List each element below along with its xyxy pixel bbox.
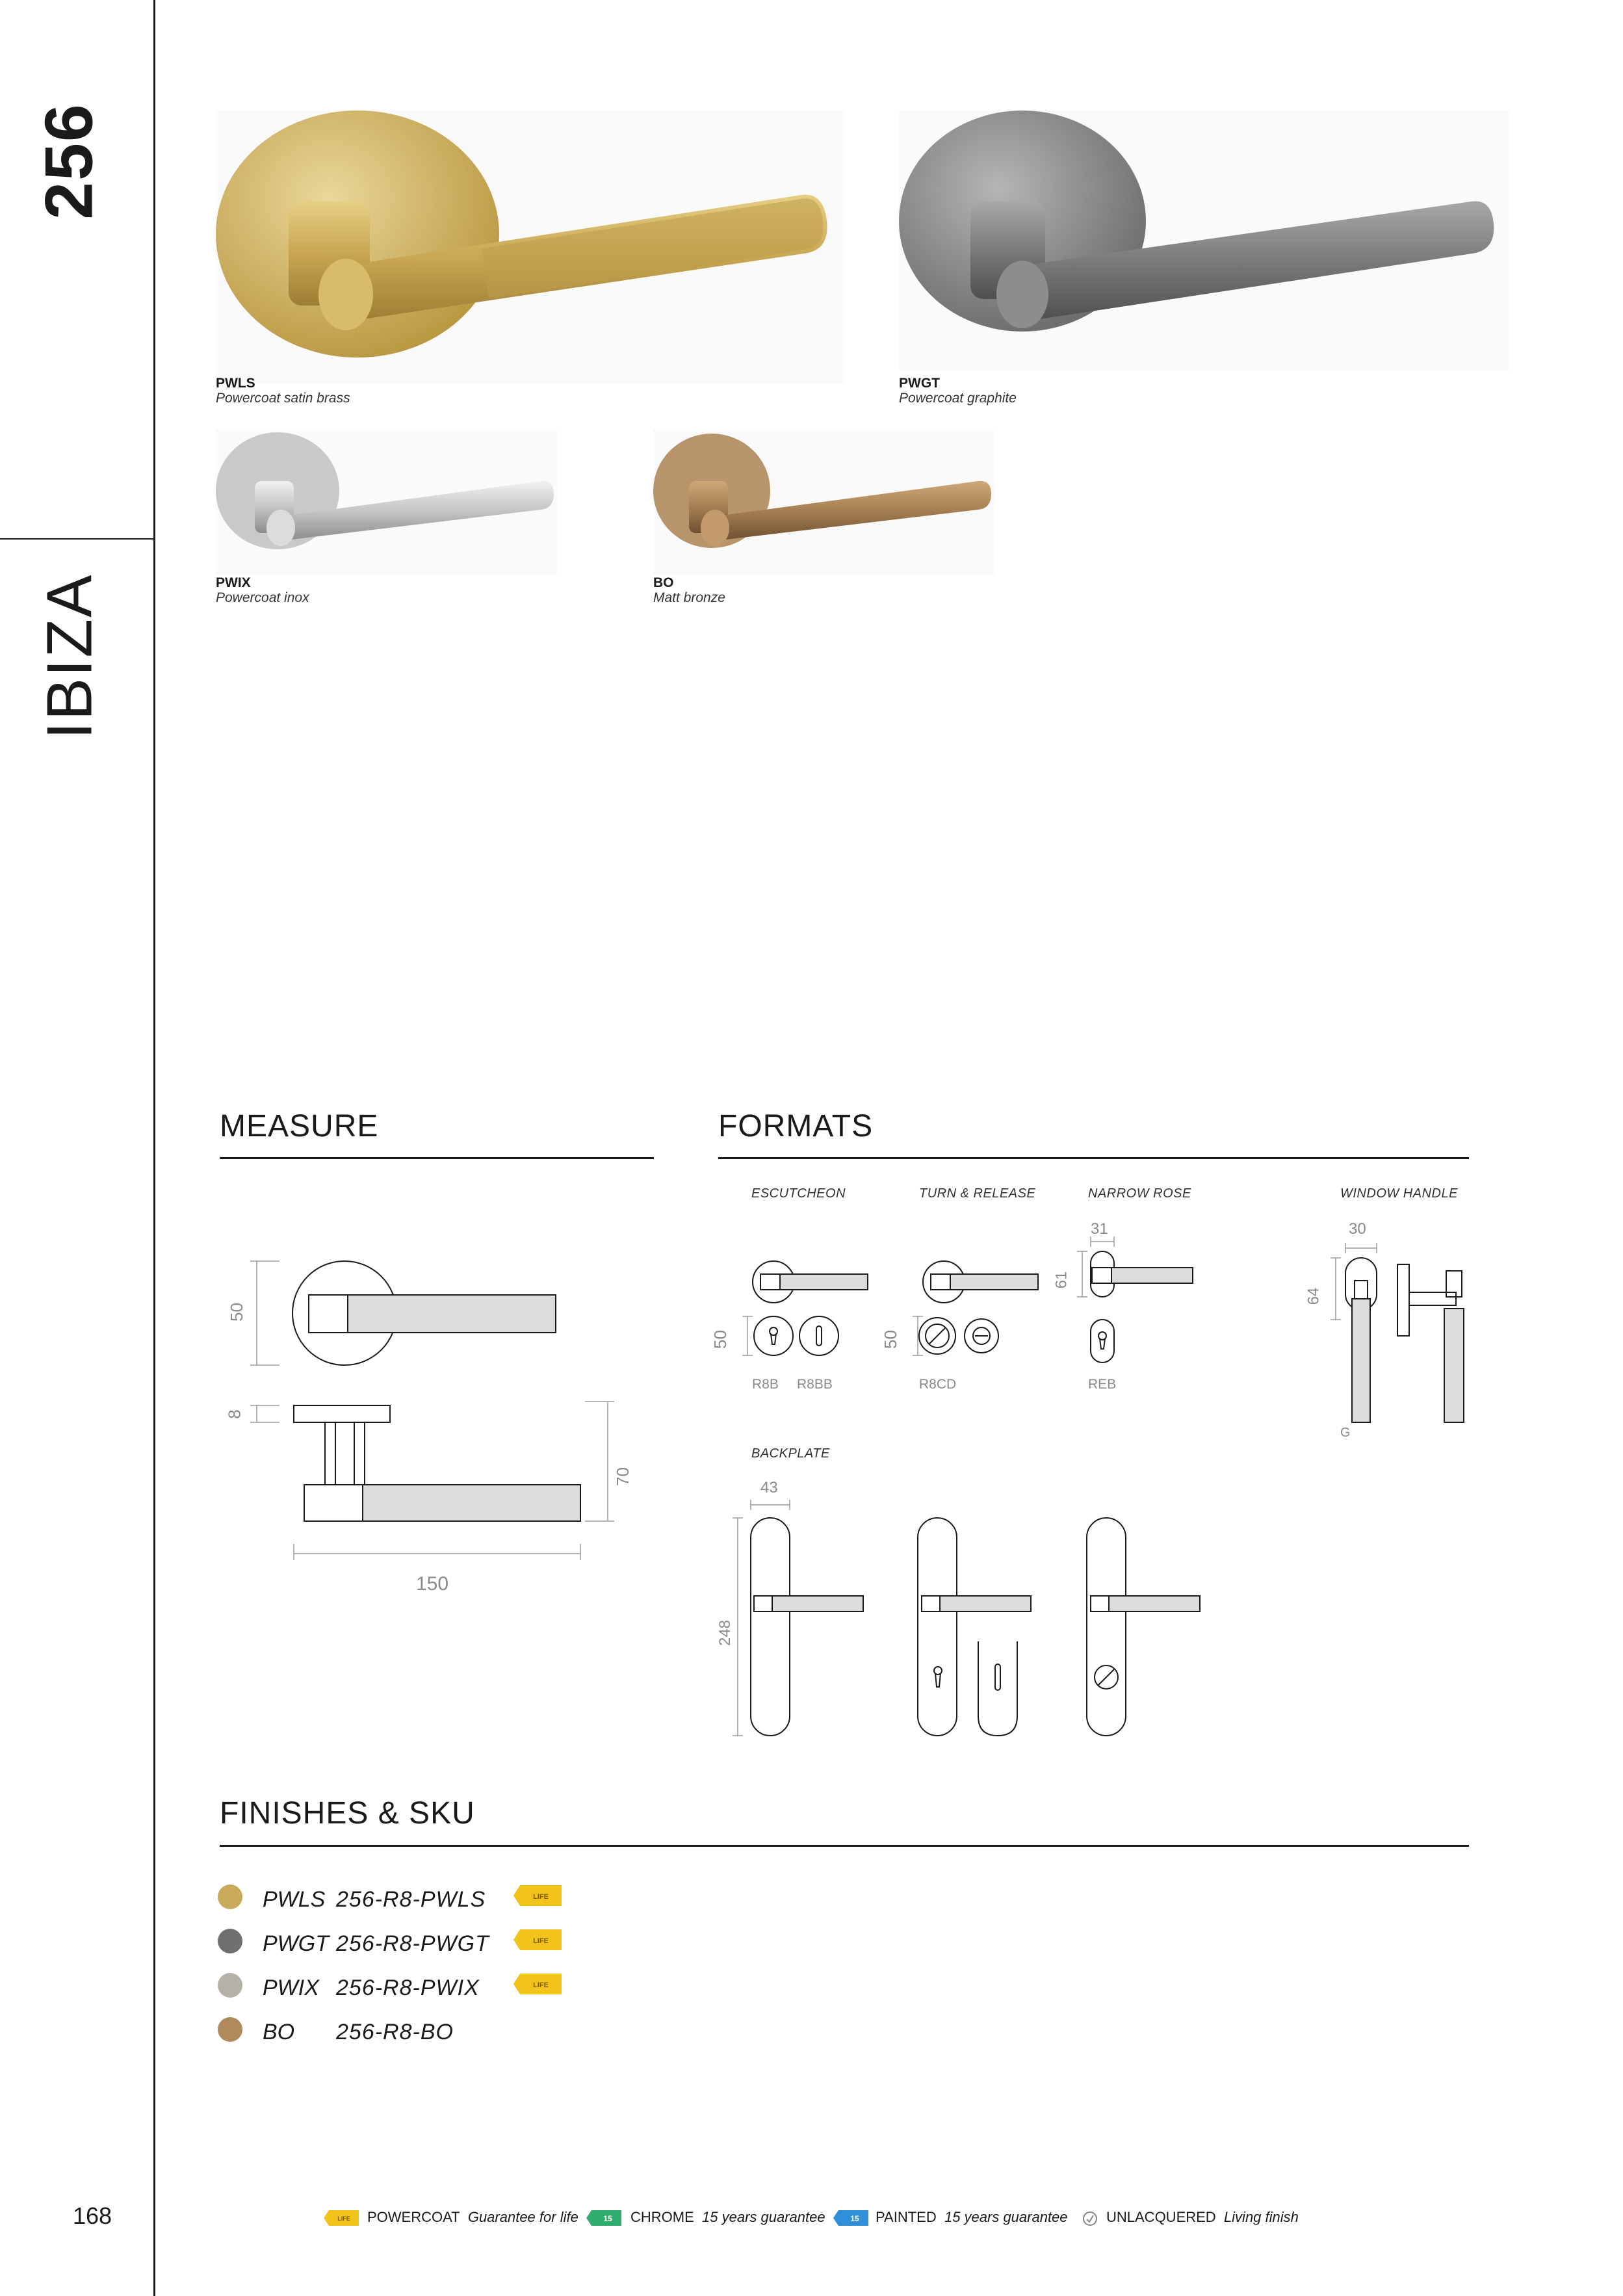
finish-swatch — [218, 1929, 242, 1953]
painted-badge-icon — [833, 2210, 868, 2226]
product-image-bo — [653, 429, 994, 575]
legend-powercoat: POWERCOAT Guarantee for life — [367, 2209, 578, 2225]
margin-rule — [153, 0, 155, 2296]
legend-painted: PAINTED 15 years guarantee — [876, 2209, 1068, 2225]
format-code: R8BB — [797, 1377, 833, 1392]
finish-sku: 256-R8-PWLS — [336, 1887, 486, 1912]
finish-code: PWIX — [263, 1976, 319, 2000]
dim-turn-release: 50 — [880, 1330, 900, 1349]
product-finish-name: Powercoat inox — [216, 590, 309, 605]
dim-escutcheon: 50 — [710, 1330, 730, 1349]
unlacquered-icon — [1082, 2210, 1098, 2227]
formats-title: FORMATS — [718, 1109, 874, 1143]
format-code: G — [1340, 1426, 1351, 1440]
finish-code: PWGT — [263, 1931, 329, 1956]
dim-rose-height: 50 — [226, 1303, 246, 1322]
formats-rule — [718, 1157, 1469, 1159]
measure-rule — [220, 1157, 654, 1159]
badge-text: LIFE — [533, 1893, 549, 1901]
dim-narrow-rose-height: 61 — [1052, 1271, 1071, 1289]
format-label-backplate: BACKPLATE — [751, 1446, 830, 1461]
chrome-badge-icon — [586, 2210, 621, 2226]
product-code: BO — [653, 575, 674, 590]
lever-handle-illustration — [216, 111, 845, 384]
badge-text: 15 — [603, 2214, 612, 2223]
measure-drawing — [240, 1248, 643, 1586]
dim-length: 150 — [416, 1573, 449, 1595]
narrow-rose-drawing — [1066, 1222, 1209, 1372]
lever-handle-illustration — [899, 111, 1510, 371]
format-label-escutcheon: ESCUTCHEON — [751, 1186, 846, 1201]
format-label-narrow-rose: NARROW ROSE — [1088, 1186, 1191, 1201]
window-handle-drawing — [1313, 1222, 1482, 1437]
product-image-pwls — [216, 111, 845, 384]
format-code: R8B — [752, 1377, 779, 1392]
badge-text: LIFE — [533, 1937, 549, 1945]
format-code: REB — [1088, 1377, 1117, 1392]
badge-text: LIFE — [337, 2215, 350, 2222]
page-number: 168 — [73, 2202, 112, 2229]
product-image-pwgt — [899, 111, 1510, 371]
model-name: IBIZA — [33, 573, 105, 740]
finish-swatch — [218, 2017, 242, 2042]
product-finish-name: Matt bronze — [653, 590, 725, 605]
powercoat-life-badge — [513, 1974, 562, 1994]
finishes-title: FINISHES & SKU — [220, 1796, 475, 1831]
product-code: PWGT — [899, 376, 940, 391]
product-finish-name: Powercoat satin brass — [216, 391, 350, 406]
turn-release-drawing — [885, 1248, 1054, 1365]
powercoat-life-badge — [513, 1929, 562, 1950]
badge-text: LIFE — [533, 1981, 549, 1989]
format-label-window-handle: WINDOW HANDLE — [1340, 1186, 1458, 1201]
product-code: PWLS — [216, 376, 255, 391]
finish-swatch — [218, 1973, 242, 1998]
powercoat-life-badge — [513, 1885, 562, 1906]
format-label-turn-release: TURN & RELEASE — [919, 1186, 1036, 1201]
badge-text: 15 — [850, 2214, 859, 2223]
finish-sku: 256-R8-BO — [336, 2020, 454, 2044]
lever-handle-illustration — [653, 429, 994, 575]
measure-title: MEASURE — [220, 1109, 379, 1143]
product-code: PWIX — [216, 575, 251, 590]
dim-window-handle-width: 30 — [1349, 1220, 1366, 1238]
finish-code: BO — [263, 2020, 295, 2044]
lever-handle-illustration — [216, 429, 557, 575]
dim-projection: 70 — [612, 1467, 632, 1486]
finish-sku: 256-R8-PWGT — [336, 1931, 489, 1956]
powercoat-badge-icon — [324, 2210, 359, 2226]
product-finish-name: Powercoat graphite — [899, 391, 1017, 406]
dim-backplate-height: 248 — [716, 1619, 734, 1647]
dim-window-handle-height: 64 — [1305, 1287, 1323, 1305]
dim-rose-thickness: 8 — [224, 1409, 244, 1419]
side-divider — [0, 538, 155, 540]
finish-sku: 256-R8-PWIX — [336, 1976, 480, 2000]
finish-code: PWLS — [263, 1887, 326, 1912]
finish-swatch — [218, 1885, 242, 1909]
legend-chrome: CHROME 15 years guarantee — [630, 2209, 825, 2225]
format-code: R8CD — [919, 1377, 957, 1392]
backplate-drawing — [715, 1476, 1222, 1749]
legend-unlacquered: UNLACQUERED Living finish — [1106, 2209, 1299, 2225]
product-image-pwix — [216, 429, 557, 575]
finishes-rule — [220, 1845, 1469, 1847]
escutcheon-drawing — [715, 1248, 884, 1365]
dim-backplate-width: 43 — [760, 1479, 778, 1496]
dim-narrow-rose-width: 31 — [1091, 1220, 1108, 1238]
series-number: 256 — [31, 103, 107, 220]
